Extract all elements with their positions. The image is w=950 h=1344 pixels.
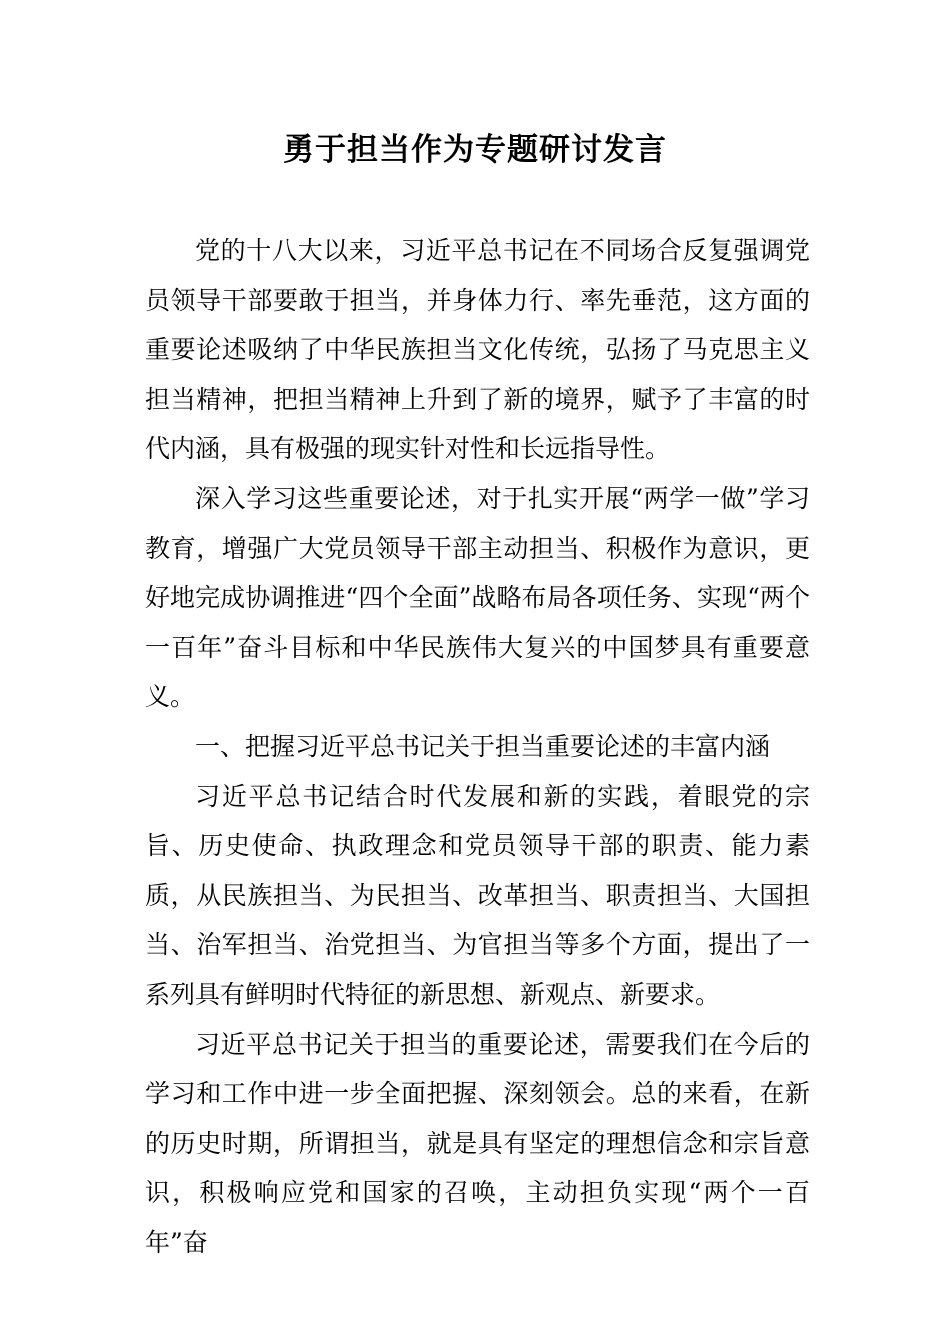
paragraph-intro: 党的十八大以来，习近平总书记在不同场合反复强调党员领导干部要敢于担当，并身体力行、率先垂范，这方面的重要论述吸纳了中华民族担当文化传统，弘扬了马克思主义担当精神，把担当精神上升到了新的境界，赋予了丰富的时代内涵，具有极强的现实针对性和长远指导性。 xyxy=(145,236,810,464)
paragraph-connotation: 习近平总书记结合时代发展和新的实践，着眼党的宗旨、历史使命、执政理念和党员领导干部的职责、能力素质，从民族担当、为民担当、改革担当、职责担当、大国担当、治军担当、治党担当、为官担当等多个方面，提出了一系列具有鲜明时代特征的新思想、新观点、新要求。 xyxy=(145,781,810,1009)
document-body xyxy=(145,226,810,1267)
document-title: 勇于担当作为专题研讨发言 xyxy=(283,132,667,168)
section-heading-1: 一、把握习近平总书记关于担当重要论述的丰富内涵 xyxy=(195,731,771,761)
paragraph-significance: 深入学习这些重要论述，对于扎实开展“两学一做”学习教育，增强广大党员领导干部主动担当、积极作为意识，更好地完成协调推进“四个全面”战略布局各项任务、实现“两个一百年”奋斗目标和中华民族伟大复兴的中国梦具有重要意义。 xyxy=(145,483,810,712)
paragraph-summary: 习近平总书记关于担当的重要论述，需要我们在今后的学习和工作中进一步全面把握、深刻领会。总的来看，在新的历史时期，所谓担当，就是具有坚定的理想信念和宗旨意识，积极响应党和国家的召唤，主动担负实现“两个一百年”奋 xyxy=(145,1029,810,1257)
